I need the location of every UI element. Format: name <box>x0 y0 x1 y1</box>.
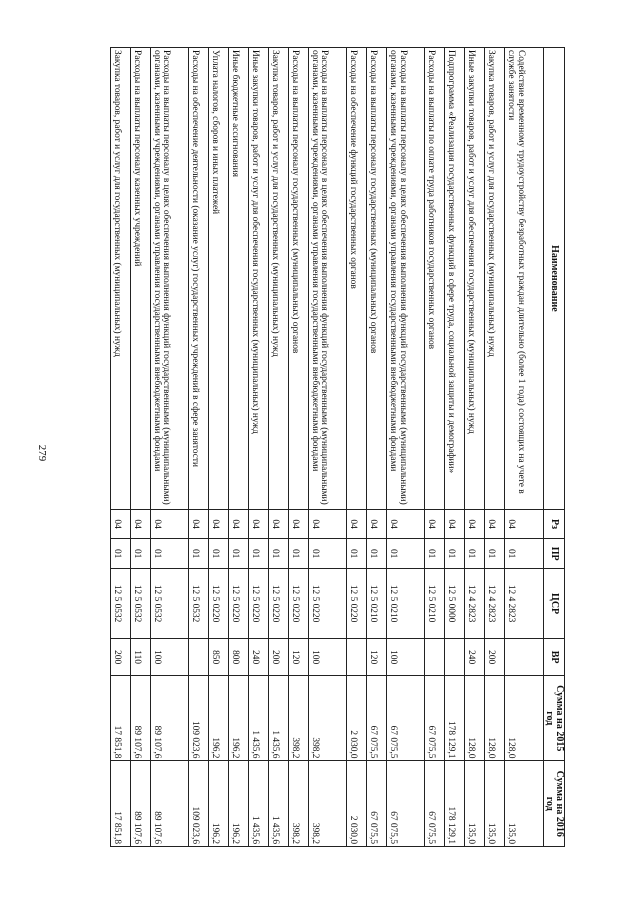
page-number: 279 <box>36 444 48 462</box>
cell-vr <box>505 639 543 676</box>
cell-sum-2016: 67 075,5 <box>425 761 445 847</box>
cell-sum-2016: 135,0 <box>485 761 505 847</box>
cell-rz: 04 <box>269 509 289 539</box>
cell-csr: 12 5 0220 <box>347 568 367 638</box>
cell-csr: 12 4 2823 <box>485 568 505 638</box>
cell-csr: 12 5 0220 <box>269 568 289 638</box>
cell-vr: 200 <box>485 639 505 676</box>
cell-rz: 04 <box>249 509 269 539</box>
cell-rz: 04 <box>425 509 445 539</box>
budget-table <box>110 47 565 847</box>
cell-name: Расходы на обеспечение функций государственных органов <box>347 48 367 510</box>
header-sum-2015: Сумма на 2015 год <box>543 676 564 761</box>
cell-sum-2015: 398,2 <box>289 676 309 761</box>
cell-vr: 200 <box>269 639 289 676</box>
cell-rz: 04 <box>209 509 229 539</box>
cell-rz: 04 <box>387 509 425 539</box>
cell-sum-2015: 89 107,6 <box>151 676 189 761</box>
cell-pr: 01 <box>505 539 543 569</box>
table-row <box>131 48 151 847</box>
cell-pr: 01 <box>425 539 445 569</box>
cell-sum-2016: 178 129,1 <box>445 761 465 847</box>
cell-vr <box>189 639 209 676</box>
table-row <box>367 48 387 847</box>
cell-csr: 12 5 0532 <box>189 568 209 638</box>
cell-sum-2015: 178 129,1 <box>445 676 465 761</box>
cell-sum-2015: 128,0 <box>505 676 543 761</box>
cell-csr: 12 5 0220 <box>209 568 229 638</box>
table-body <box>111 48 544 847</box>
cell-vr: 800 <box>229 639 249 676</box>
cell-csr: 12 5 0532 <box>151 568 189 638</box>
cell-pr: 01 <box>485 539 505 569</box>
header-pr: ПР <box>543 539 564 569</box>
cell-csr: 12 5 0220 <box>249 568 269 638</box>
cell-vr: 240 <box>465 639 485 676</box>
header-sum-2016: Сумма на 2016 год <box>543 761 564 847</box>
cell-pr: 01 <box>309 539 347 569</box>
cell-rz: 04 <box>347 509 367 539</box>
cell-sum-2015: 67 075,5 <box>387 676 425 761</box>
cell-name: Закупка товаров, работ и услуг для государственных (муниципальных) нужд <box>485 48 505 510</box>
cell-vr: 120 <box>289 639 309 676</box>
cell-sum-2016: 67 075,5 <box>387 761 425 847</box>
cell-rz: 04 <box>131 509 151 539</box>
cell-sum-2015: 196,2 <box>229 676 249 761</box>
cell-rz: 04 <box>189 509 209 539</box>
cell-csr: 12 5 0210 <box>387 568 425 638</box>
header-vr: ВР <box>543 639 564 676</box>
cell-vr: 850 <box>209 639 229 676</box>
table-header <box>543 48 564 847</box>
cell-vr: 110 <box>131 639 151 676</box>
cell-vr: 100 <box>151 639 189 676</box>
cell-csr: 12 5 0220 <box>229 568 249 638</box>
cell-pr: 01 <box>209 539 229 569</box>
cell-csr: 12 5 0532 <box>111 568 131 638</box>
cell-sum-2016: 196,2 <box>209 761 229 847</box>
cell-rz: 04 <box>465 509 485 539</box>
table-row <box>151 48 189 847</box>
table-row <box>269 48 289 847</box>
cell-rz: 04 <box>505 509 543 539</box>
table-row <box>309 48 347 847</box>
cell-pr: 01 <box>465 539 485 569</box>
cell-sum-2015: 128,0 <box>465 676 485 761</box>
cell-pr: 01 <box>269 539 289 569</box>
cell-name: Уплата налогов, сборов и иных платежей <box>209 48 229 510</box>
cell-name: Закупка товаров, работ и услуг для государственных (муниципальных) нужд <box>111 48 131 510</box>
cell-pr: 01 <box>289 539 309 569</box>
cell-sum-2016: 1 435,6 <box>249 761 269 847</box>
cell-sum-2016: 2 030,0 <box>347 761 367 847</box>
table-row <box>111 48 131 847</box>
cell-name: Расходы на выплаты персоналу в целях обеспечения выполнения функций государственными (муниципальными) органами, казенными учреждениями, органами управления государственными внебюджетными фондами <box>309 48 347 510</box>
cell-sum-2016: 135,0 <box>465 761 485 847</box>
cell-pr: 01 <box>249 539 269 569</box>
cell-sum-2015: 67 075,5 <box>425 676 445 761</box>
cell-name: Иные бюджетные ассигнования <box>229 48 249 510</box>
cell-name: Иные закупки товаров, работ и услуг для обеспечения государственных (муниципальных) нужд <box>465 48 485 510</box>
cell-name: Расходы на выплаты персоналу в целях обеспечения выполнения функций государственными (муниципальными) органами, казенными учреждениями, органами управления государственными внебюджетными фондами <box>387 48 425 510</box>
cell-csr: 12 5 0000 <box>445 568 465 638</box>
cell-name: Содействие временному трудоустройству безработных граждан длительно (более 1 года) состоящих на учете в службе занятости <box>505 48 543 510</box>
cell-name: Расходы на обеспечение деятельности (оказание услуг) государственных учреждений в сфере занятости <box>189 48 209 510</box>
cell-csr: 12 5 0210 <box>367 568 387 638</box>
cell-sum-2015: 2 030,0 <box>347 676 367 761</box>
cell-name: Расходы на выплаты персоналу казенных учреждений <box>131 48 151 510</box>
table-row <box>425 48 445 847</box>
cell-pr: 01 <box>189 539 209 569</box>
cell-csr: 12 5 0210 <box>425 568 445 638</box>
cell-sum-2015: 89 107,6 <box>131 676 151 761</box>
table-row <box>249 48 269 847</box>
table-row <box>189 48 209 847</box>
budget-table-container <box>110 47 565 847</box>
cell-sum-2016: 1 435,6 <box>269 761 289 847</box>
cell-vr: 240 <box>249 639 269 676</box>
cell-rz: 04 <box>445 509 465 539</box>
header-name: Наименование <box>543 48 564 510</box>
cell-sum-2015: 1 435,6 <box>269 676 289 761</box>
cell-name: Расходы на выплаты по оплате труда работников государственных органов <box>425 48 445 510</box>
cell-name: Расходы на выплаты персоналу государственных (муниципальных) органов <box>289 48 309 510</box>
cell-vr <box>445 639 465 676</box>
cell-sum-2016: 196,2 <box>229 761 249 847</box>
cell-name: Закупка товаров, работ и услуг для государственных (муниципальных) нужд <box>269 48 289 510</box>
cell-csr: 12 5 0220 <box>309 568 347 638</box>
cell-pr: 01 <box>131 539 151 569</box>
table-row <box>229 48 249 847</box>
cell-sum-2015: 398,2 <box>309 676 347 761</box>
cell-rz: 04 <box>485 509 505 539</box>
cell-sum-2015: 196,2 <box>209 676 229 761</box>
table-row <box>289 48 309 847</box>
cell-vr: 100 <box>309 639 347 676</box>
header-rz: Рз <box>543 509 564 539</box>
cell-vr: 120 <box>367 639 387 676</box>
cell-csr: 12 4 2823 <box>505 568 543 638</box>
cell-name: Иные закупки товаров, работ и услуг для обеспечения государственных (муниципальных) нужд <box>249 48 269 510</box>
cell-sum-2016: 398,2 <box>309 761 347 847</box>
cell-csr: 12 5 0532 <box>131 568 151 638</box>
cell-name: Расходы на выплаты персоналу в целях обеспечения выполнения функций государственными (муниципальными) органами, казенными учреждениями, органами управления государственными внебюджетными фондами <box>151 48 189 510</box>
cell-sum-2016: 109 023,6 <box>189 761 209 847</box>
cell-sum-2016: 135,0 <box>505 761 543 847</box>
cell-pr: 01 <box>367 539 387 569</box>
header-csr: ЦСР <box>543 568 564 638</box>
cell-sum-2016: 89 107,6 <box>151 761 189 847</box>
cell-pr: 01 <box>229 539 249 569</box>
cell-rz: 04 <box>289 509 309 539</box>
cell-sum-2016: 17 851,8 <box>111 761 131 847</box>
cell-sum-2015: 109 023,6 <box>189 676 209 761</box>
cell-pr: 01 <box>111 539 131 569</box>
cell-csr: 12 5 0220 <box>289 568 309 638</box>
cell-sum-2015: 67 075,5 <box>367 676 387 761</box>
cell-pr: 01 <box>445 539 465 569</box>
cell-csr: 12 4 2823 <box>465 568 485 638</box>
cell-rz: 04 <box>151 509 189 539</box>
cell-sum-2015: 17 851,8 <box>111 676 131 761</box>
cell-vr: 100 <box>387 639 425 676</box>
table-row <box>465 48 485 847</box>
cell-sum-2016: 398,2 <box>289 761 309 847</box>
table-row <box>347 48 367 847</box>
cell-vr: 200 <box>111 639 131 676</box>
table-row <box>485 48 505 847</box>
cell-rz: 04 <box>367 509 387 539</box>
cell-sum-2015: 128,0 <box>485 676 505 761</box>
table-row <box>505 48 543 847</box>
cell-vr <box>425 639 445 676</box>
cell-rz: 04 <box>229 509 249 539</box>
cell-vr <box>347 639 367 676</box>
table-row <box>387 48 425 847</box>
cell-pr: 01 <box>387 539 425 569</box>
cell-sum-2015: 1 435,6 <box>249 676 269 761</box>
cell-pr: 01 <box>151 539 189 569</box>
table-row <box>209 48 229 847</box>
cell-rz: 04 <box>309 509 347 539</box>
cell-rz: 04 <box>111 509 131 539</box>
table-row <box>445 48 465 847</box>
header-row <box>543 48 564 847</box>
cell-pr: 01 <box>347 539 367 569</box>
cell-name: Подпрограмма «Реализация государственных функций в сфере труда, социальной защиты и демографии» <box>445 48 465 510</box>
cell-name: Расходы на выплаты персоналу государственных (муниципальных) органов <box>367 48 387 510</box>
cell-sum-2016: 89 107,6 <box>131 761 151 847</box>
cell-sum-2016: 67 075,5 <box>367 761 387 847</box>
